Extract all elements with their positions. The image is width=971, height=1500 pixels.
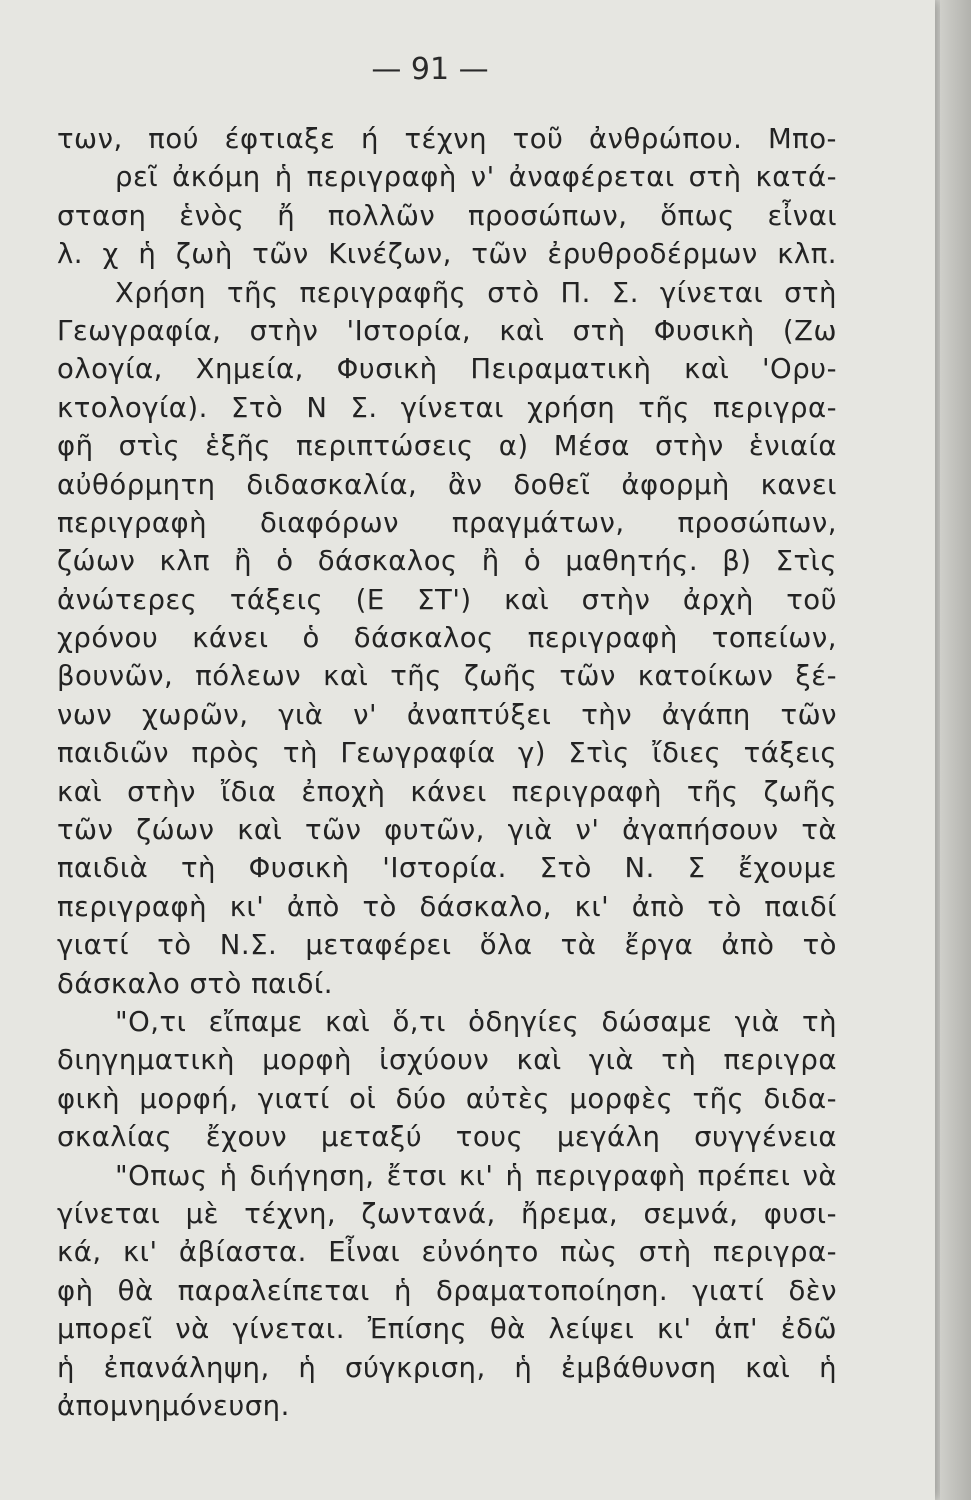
text-line: των, πού έφτιαξε ή τέχνη τοῦ ἀνθρώπου. Μπο- bbox=[57, 123, 837, 155]
text-line: φὴ θὰ παραλείπεται ἡ δραματοποίηση. γιατί δὲν bbox=[57, 1274, 837, 1307]
text-line: ἀπομνημόνευση. bbox=[57, 1389, 290, 1422]
text-line: παιδιῶν πρὸς τὴ Γεωγραφία γ) Στὶς ἴδιες τάξεις bbox=[57, 737, 837, 770]
text-line: κτολογία). Στὸ Ν Σ. γίνεται χρήση τῆς περιγρα- bbox=[57, 391, 837, 424]
text-line: φῆ στὶς ἑξῆς περιπτώσεις α) Μέσα στὴν ἑνιαία bbox=[57, 430, 837, 463]
text-line: περιγραφὴ διαφόρων πραγμάτων, προσώπων, bbox=[57, 506, 837, 539]
text-line: ἡ ἐπανάληψη, ἡ σύγκριση, ἡ ἐμβάθυνση καὶ ἡ bbox=[57, 1351, 837, 1384]
text-line: νων χωρῶν, γιὰ ν' ἀναπτύξει τὴν ἀγάπη τῶν bbox=[57, 698, 837, 731]
text-line: κά, κι' ἀβίαστα. Εἶναι εὐνόητο πὼς στὴ περιγρα- bbox=[57, 1236, 837, 1269]
text-line: σταση ἑνὸς ἤ πολλῶν προσώπων, ὅπως εἶναι bbox=[57, 199, 837, 232]
text-line: μπορεῖ νὰ γίνεται. Ἐπίσης θὰ λείψει κι' ἀπ' ἐδῶ bbox=[57, 1313, 837, 1346]
text-line: ζώων κλπ ἢ ὁ δάσκαλος ἢ ὁ μαθητής. β) Στὶς bbox=[57, 545, 837, 578]
text-line: ολογία, Χημεία, Φυσικὴ Πειραματικὴ καὶ 'Ορυ- bbox=[57, 353, 837, 386]
text-line: τῶν ζώων καὶ τῶν φυτῶν, γιὰ ν' ἀγαπήσουν τὰ bbox=[57, 814, 837, 847]
text-line: ρεῖ ἀκόμη ἡ περιγραφὴ ν' ἀναφέρεται στὴ κατά- bbox=[115, 161, 837, 194]
text-line: παιδιὰ τὴ Φυσικὴ 'Ιστορία. Στὸ Ν. Σ ἔχουμε bbox=[57, 852, 837, 885]
text-line: αὐθόρμητη διδασκαλία, ἂν δοθεῖ ἀφορμὴ κανει bbox=[57, 468, 837, 501]
text-line: λ. χ ἡ ζωὴ τῶν Κινέζων, τῶν ἐρυθροδέρμων κλπ. bbox=[57, 238, 837, 271]
body-text bbox=[57, 120, 837, 1425]
text-line: διηγηματικὴ μορφὴ ἰσχύουν καὶ γιὰ τὴ περιγρα bbox=[57, 1044, 837, 1077]
text-line: Χρήση τῆς περιγραφῆς στὸ Π. Σ. γίνεται στὴ bbox=[115, 276, 837, 309]
text-line: "Οπως ἡ διήγηση, ἔτσι κι' ἡ περιγραφὴ πρέπει νὰ bbox=[115, 1159, 837, 1192]
text-line: χρόνου κάνει ὁ δάσκαλος περιγραφὴ τοπείων, bbox=[57, 622, 837, 655]
text-line: βουνῶν, πόλεων καὶ τῆς ζωῆς τῶν κατοίκων ξέ- bbox=[57, 660, 837, 693]
text-line: δάσκαλο στὸ παιδί. bbox=[57, 967, 333, 1000]
text-line: καὶ στὴν ἴδια ἐποχὴ κάνει περιγραφὴ τῆς ζωῆς bbox=[57, 775, 837, 808]
text-line: "Ο,τι εἴπαμε καὶ ὅ,τι ὁδηγίες δώσαμε γιὰ τὴ bbox=[115, 1005, 837, 1038]
text-line: γίνεται μὲ τέχνη, ζωντανά, ἤρεμα, σεμνά, φυσι- bbox=[57, 1197, 837, 1230]
text-line: ἀνώτερες τάξεις (Ε ΣΤ') καὶ στὴν ἀρχὴ τοῦ bbox=[57, 583, 837, 616]
page-edge bbox=[940, 0, 971, 1500]
text-line: γιατί τὸ Ν.Σ. μεταφέρει ὅλα τὰ ἔργα ἀπὸ τὸ bbox=[57, 929, 837, 962]
text-line: Γεωγραφία, στὴν 'Ιστορία, καὶ στὴ Φυσικὴ (Ζω bbox=[57, 314, 837, 347]
text-line: φικὴ μορφή, γιατί οἱ δύο αὐτὲς μορφὲς τῆς διδα- bbox=[57, 1082, 837, 1115]
text-line: σκαλίας ἔχουν μεταξύ τους μεγάλη συγγένεια bbox=[57, 1121, 837, 1154]
text-line: περιγραφὴ κι' ἀπὸ τὸ δάσκαλο, κι' ἀπὸ τὸ παιδί bbox=[57, 890, 837, 923]
page-number: — 91 — bbox=[371, 52, 489, 87]
